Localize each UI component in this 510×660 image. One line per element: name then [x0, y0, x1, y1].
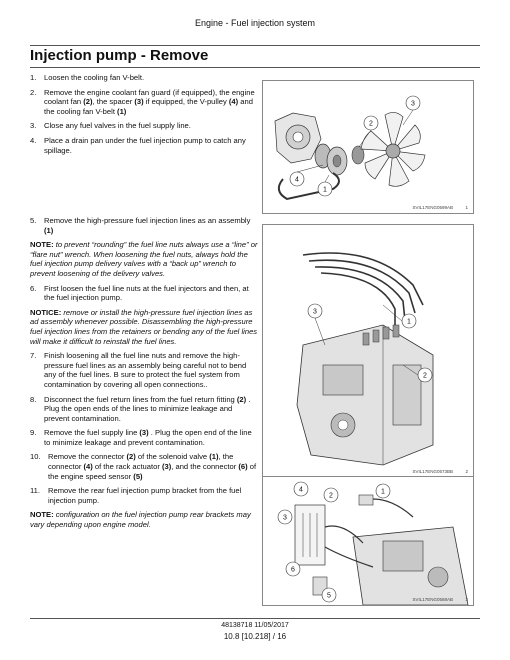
step-text: Remove the high-pressure fuel injection lines as an assembly (1) [44, 216, 251, 235]
figure-1-fan-assembly [262, 80, 474, 214]
fig3-callout-3-label: 3 [283, 514, 287, 522]
figure-3-illustration [263, 477, 473, 605]
fig1-callout-2-label: 2 [369, 120, 373, 128]
step-item [30, 136, 258, 155]
figure-1-code: SVIL17ENG0599AB [412, 205, 453, 210]
step-number: 5. [30, 216, 37, 225]
footer-doc-id: 48138718 11/05/2017 [221, 622, 289, 629]
step-text: Finish loosening all the fuel line nuts and remove the high-pressure fuel lines as an assembly being careful not to bend any of the fuel lines. B sure to protect the fuel system from contamination by covering all open connections.. [44, 351, 247, 389]
step-item [30, 452, 258, 481]
step-text: Disconnect the fuel return lines from the fuel return fitting (2) . Plug the open ends of the lines to minimize leakage and prevent contamination. [44, 394, 251, 423]
fig3-callout-2-label: 2 [329, 492, 333, 500]
step-text: Loosen the cooling fan V-belt. [44, 73, 145, 82]
figure-2-index: 2 [465, 469, 468, 474]
step-number: 10. [30, 452, 41, 462]
fig3-callout-4-label: 4 [299, 486, 303, 494]
step-text: Remove the fuel supply line (3) . Plug the open end of the line to minimize leakage and prevent contamination. [44, 428, 252, 447]
step-number: 1. [30, 73, 37, 82]
step-text: Remove the engine coolant fan guard (if equipped), the engine coolant fan (2), the spacer (3) if equipped, the V-pulley (4) and the cooling fan V-belt (1) [44, 87, 255, 116]
footer-rule [30, 618, 480, 619]
figure-1-illustration [263, 81, 473, 213]
step-item [30, 486, 258, 505]
note-paragraph: NOTE: to prevent “rounding” the fuel line nuts always use a “line” or “flare nut” wrench. When loosening the fuel nuts, always hold the fuel injection pump delivery valves with a “back up” wrench to prevent loosening of the delivery valves. [30, 240, 258, 278]
step-item [30, 428, 258, 447]
note-paragraph: NOTICE: remove or install the high-pressure fuel injection lines as ad assembly whenever possible. Disassembling the high-pressure fuel injection lines from the retainers or bending any of the fuel lines will make it difficult to reinstall the fuel lines. [30, 307, 258, 346]
step-item [30, 121, 258, 131]
figure-3-connectors [262, 476, 474, 606]
step-text: Close any fuel valves in the fuel supply line. [44, 121, 191, 131]
step-text: First loosen the fuel line nuts at the fuel injectors and then, at the fuel injection pump. [44, 283, 249, 303]
figure-3-index: 3 [465, 597, 468, 602]
figure-2-injection-lines [262, 224, 474, 478]
fig1-callout-1-label: 1 [323, 186, 327, 194]
step-text: Remove the connector (2) of the solenoid valve (1), the connector (4) of the rack actuator (3), and the connector (6) of the engine speed sensor (5) [48, 452, 257, 481]
step-item [30, 351, 258, 389]
page-title: Injection pump - Remove [30, 47, 209, 64]
step-number: 4. [30, 135, 37, 145]
step-number: 11. [30, 486, 40, 496]
fig2-callout-2-label: 2 [423, 372, 427, 380]
step-item [30, 395, 258, 424]
step-number: 3. [30, 121, 37, 131]
footer-page-number: 10.8 [10.218] / 16 [223, 632, 287, 641]
title-bottom-rule [30, 67, 480, 68]
step-item [30, 88, 258, 117]
step-number: 2. [30, 87, 37, 97]
fig3-callout-1-label: 1 [381, 488, 385, 496]
fig2-callout-3-label: 3 [313, 308, 317, 316]
step-number: 8. [30, 394, 37, 404]
fig1-callout-3-label: 3 [411, 100, 415, 108]
step-text: Remove the rear fuel injection pump bracket from the fuel injection pump. [48, 486, 242, 505]
step-item [30, 284, 258, 303]
fig3-callout-6-label: 6 [291, 566, 295, 574]
step-number: 9. [30, 428, 37, 438]
figure-2-illustration [263, 225, 473, 477]
step-item [30, 216, 258, 235]
fig3-callout-5-label: 5 [327, 592, 331, 600]
figure-2-code: SVIL17ENG0573BB [412, 469, 453, 474]
page-header: Engine - Fuel injection system [194, 18, 316, 28]
step-number: 6. [30, 283, 37, 293]
figure-1-index: 1 [465, 205, 468, 210]
steps-group-b [30, 216, 258, 535]
figure-3-code: SVIL17ENG0588AB [412, 597, 453, 602]
title-top-rule [30, 45, 480, 46]
step-text: Place a drain pan under the fuel injection pump to catch any spillage. [44, 135, 246, 155]
steps-group-a [30, 73, 258, 160]
fig1-callout-4-label: 4 [295, 176, 299, 184]
fig2-callout-1-label: 1 [407, 318, 411, 326]
note-paragraph: NOTE: configuration on the fuel injection pump rear brackets may vary depending upon engine model. [30, 510, 251, 530]
step-item [30, 73, 258, 83]
step-number: 7. [30, 351, 37, 361]
